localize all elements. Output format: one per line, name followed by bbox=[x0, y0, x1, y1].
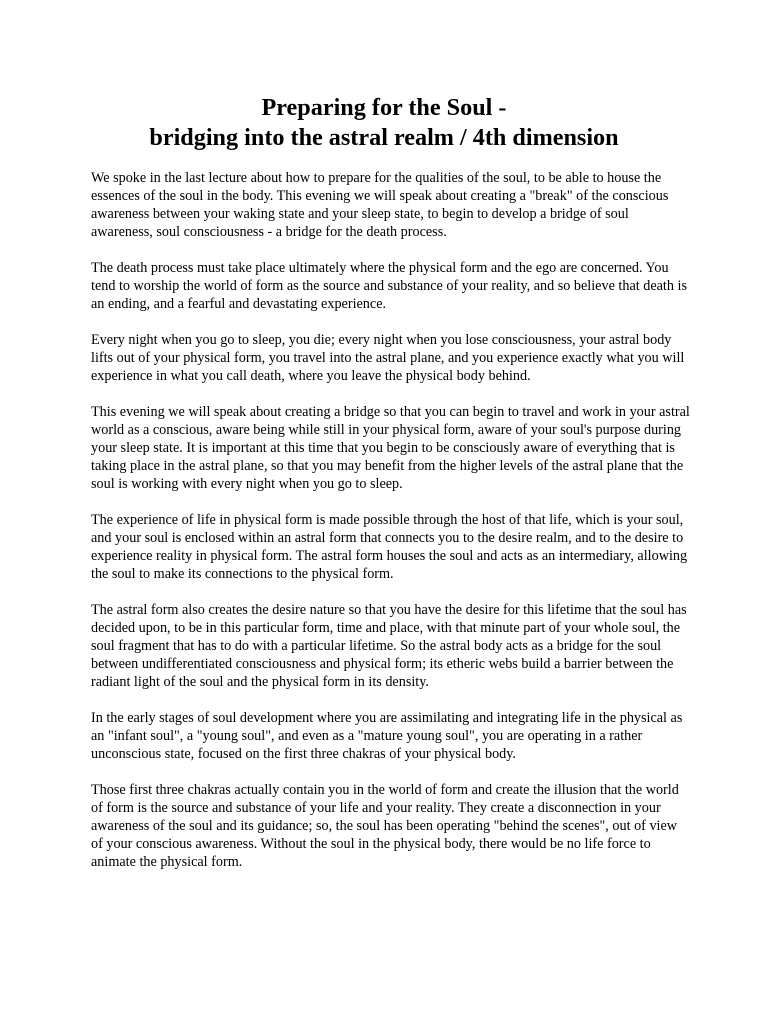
paragraph-6: The astral form also creates the desire nature so that you have the desire for this lifetime that the soul has decided upon, to be in this particular form, time and place, with that minute part of your whole soul, the soul fragment that has to do with a particular lifetime. So the astral body acts as a bridge for the soul between undifferentiated consciousness and physical form; its etheric webs build a barrier between the radiant light of the soul and the physical form in its density. bbox=[91, 602, 687, 690]
paragraph-8: Those first three chakras actually contain you in the world of form and create the illusion that the world of form is the source and substance of your life and your reality. They create a disconnection in your awareness of the soul and its guidance; so, the soul has been operating "behind the scenes", out of view of your conscious awareness. Without the soul in the physical body, there would be no life force to animate the physical form. bbox=[91, 782, 679, 870]
paragraph-7: In the early stages of soul development where you are assimilating and integrating life in the physical as an "infant soul", a "young soul", and even as a "mature young soul", you are operating in a rather unconscious state, focused on the first three chakras of your physical body. bbox=[91, 710, 683, 762]
paragraph-2: The death process must take place ultimately where the physical form and the ego are concerned. You tend to worship the world of form as the source and substance of your reality, and so believe that death is an ending, and a fearful and devastating experience. bbox=[91, 260, 687, 312]
paragraph-4: This evening we will speak about creating a bridge so that you can begin to travel and work in your astral world as a conscious, aware being while still in your physical form, aware of your soul's purpose during your sleep state. It is important at this time that you begin to be consciously aware of everything that is taking place in the astral plane, so that you may benefit from the higher levels of the astral plane that the soul is working with every night when you go to sleep. bbox=[91, 404, 690, 492]
title-line-2: bridging into the astral realm / 4th dimension bbox=[149, 124, 619, 151]
paragraph-1: We spoke in the last lecture about how to prepare for the qualities of the soul, to be able to house the essences of the soul in the body. This evening we will speak about creating a "break" of the conscious awareness between your waking state and your sleep state, to begin to develop a bridge of soul awareness, soul consciousness - a bridge for the death process. bbox=[91, 170, 669, 240]
body-text bbox=[91, 169, 691, 889]
paragraph-3: Every night when you go to sleep, you die; every night when you lose consciousness, your astral body lifts out of your physical form, you travel into the astral plane, and you experience exactly what you will experience in what you call death, where you leave the physical body behind. bbox=[91, 332, 685, 384]
paragraph-5: The experience of life in physical form is made possible through the host of that life, which is your soul, and your soul is enclosed within an astral form that connects you to the desire realm, and to the desire to experience reality in physical form. The astral form houses the soul and acts as an intermediary, allowing the soul to make its connections to the physical form. bbox=[91, 512, 688, 582]
title-line-1: Preparing for the Soul - bbox=[261, 94, 507, 121]
page-title bbox=[60, 93, 708, 153]
